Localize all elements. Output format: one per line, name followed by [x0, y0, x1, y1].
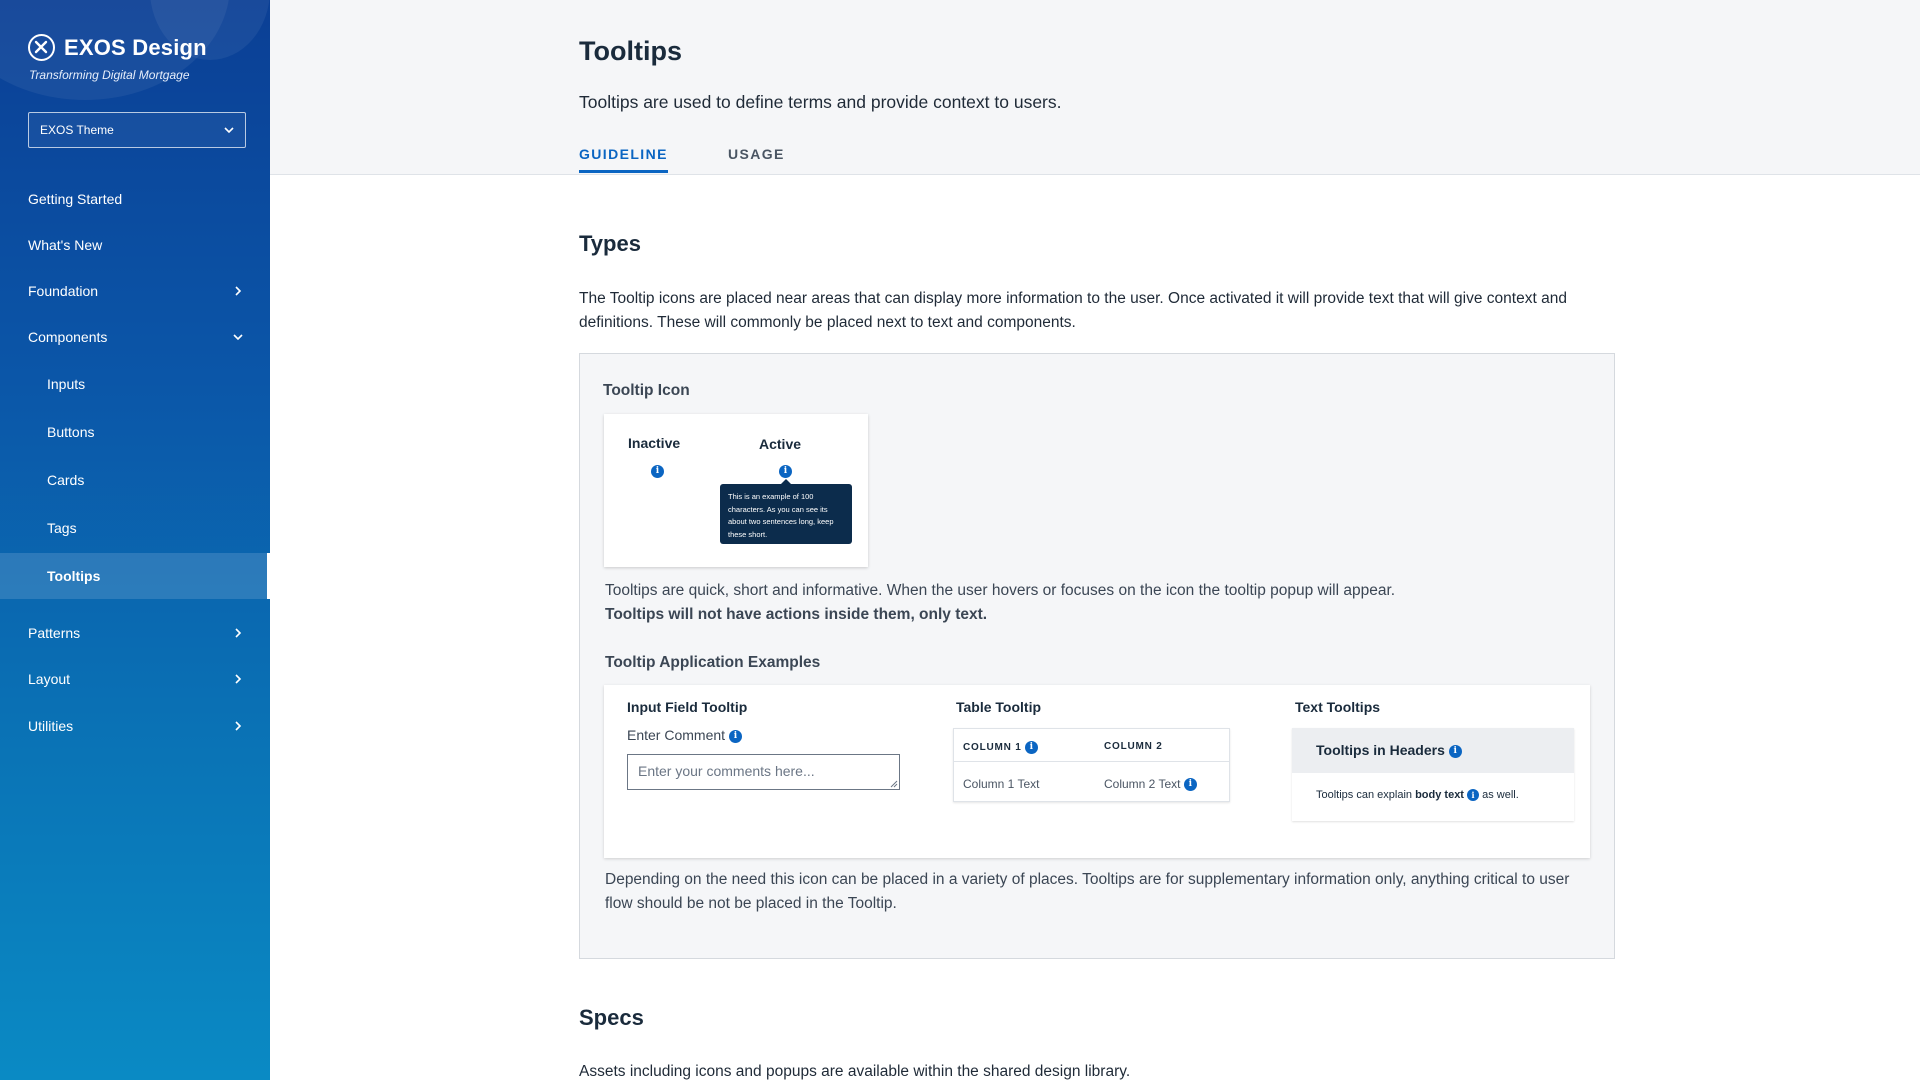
- enter-comment-text: Enter Comment: [627, 727, 726, 743]
- page-header: [270, 0, 1920, 175]
- info-icon[interactable]: i: [1184, 778, 1197, 791]
- chevron-right-icon: [232, 720, 244, 732]
- page-title: Tooltips: [579, 36, 682, 66]
- nav-item-label: Tags: [47, 520, 77, 536]
- nav-item-layout[interactable]: [0, 657, 270, 701]
- info-icon[interactable]: i: [651, 465, 664, 478]
- table-cell-column-2: [1104, 777, 1197, 791]
- chevron-right-icon: [232, 285, 244, 297]
- body-text-post: as well.: [1482, 789, 1519, 801]
- body-text-bold: body text: [1415, 789, 1464, 801]
- table-divider: [954, 761, 1229, 762]
- tooltip-description-text: Tooltips are quick, short and informative. When the user hovers or focuses on the icon the tooltip popup will appear.: [605, 582, 1396, 599]
- column-1-label: COLUMN 1: [963, 742, 1022, 754]
- inactive-label: Inactive: [628, 435, 681, 451]
- table-tooltip-title: Table Tooltip: [956, 699, 1042, 715]
- tooltip-popup: This is an example of 100 characters. As you can see its about two sentences long, keep these short.: [720, 484, 852, 544]
- mini-table: [953, 728, 1230, 802]
- comment-placeholder: Enter your comments here...: [638, 763, 815, 779]
- nav-item-label: Inputs: [47, 376, 86, 392]
- nav-item-label: Layout: [28, 671, 71, 687]
- nav-item-label: Cards: [47, 472, 85, 488]
- nav-item-label: Buttons: [47, 424, 95, 440]
- column-2-text: Column 2 Text: [1104, 777, 1181, 791]
- tooltip-icon-label: Tooltip Icon: [603, 382, 690, 399]
- nav-item-cards[interactable]: [0, 458, 270, 502]
- info-icon[interactable]: i: [1467, 789, 1479, 801]
- nav-item-getting-started[interactable]: [0, 177, 270, 221]
- sidebar: [0, 0, 270, 1080]
- theme-select-value: EXOS Theme: [40, 123, 114, 137]
- info-icon[interactable]: i: [1449, 745, 1462, 758]
- chevron-down-icon: [223, 124, 235, 136]
- enter-comment-label: [627, 727, 742, 743]
- brand-name: EXOS Design: [64, 34, 207, 60]
- text-tooltip-header: [1292, 728, 1574, 773]
- exos-logo-icon: [28, 34, 55, 61]
- brand-logo-link[interactable]: [28, 34, 207, 61]
- nav-item-foundation[interactable]: [0, 269, 270, 313]
- nav-item-label: Getting Started: [28, 191, 123, 207]
- tooltip-demo-box: [579, 353, 1615, 959]
- nav-item-label: What's New: [28, 237, 103, 253]
- table-cell-column-1: Column 1 Text: [963, 777, 1040, 791]
- nav-item-utilities[interactable]: [0, 704, 270, 748]
- section-heading-types: Types: [579, 231, 641, 256]
- page-subtitle: Tooltips are used to define terms and provide context to users.: [579, 92, 1062, 112]
- body-text-pre: Tooltips can explain: [1316, 789, 1413, 801]
- section-heading-specs: Specs: [579, 1005, 644, 1030]
- examples-card: [604, 685, 1590, 858]
- info-icon[interactable]: i: [1025, 741, 1038, 754]
- nav-item-label: Utilities: [28, 718, 74, 734]
- chevron-right-icon: [232, 627, 244, 639]
- active-label: Active: [759, 436, 802, 452]
- types-intro: The Tooltip icons are placed near areas that can display more information to the user. Once activated it will provide text that will give context and definitions. These will commonly be placed next to text and components.: [579, 290, 1567, 331]
- nav-item-patterns[interactable]: [0, 611, 270, 655]
- theme-select[interactable]: [28, 112, 246, 148]
- tooltip-description: [605, 579, 1595, 627]
- nav-item-label: Components: [28, 329, 108, 345]
- input-field-tooltip-title: Input Field Tooltip: [627, 699, 748, 715]
- nav-item-whats-new[interactable]: [0, 223, 270, 267]
- tooltip-icon-card: [604, 414, 868, 567]
- table-header-column-1: [963, 741, 1038, 754]
- chevron-right-icon: [232, 673, 244, 685]
- nav-item-label: Foundation: [28, 283, 99, 299]
- tab-guideline[interactable]: GUIDELINE: [579, 146, 668, 173]
- comment-textarea[interactable]: [627, 754, 900, 790]
- examples-label: Tooltip Application Examples: [605, 654, 821, 671]
- text-tooltips-card: [1292, 728, 1574, 821]
- nav-item-label: Tooltips: [47, 568, 101, 584]
- nav-item-tags[interactable]: [0, 506, 270, 550]
- table-header-column-2: COLUMN 2: [1104, 741, 1163, 752]
- tooltip-placement-note: Depending on the need this icon can be placed in a variety of places. Tooltips are for supplementary information only, anything critical to user flow should be not be placed in the Tooltip.: [605, 871, 1570, 912]
- chevron-down-icon: [232, 331, 244, 343]
- text-tooltips-title: Text Tooltips: [1295, 699, 1381, 715]
- info-icon[interactable]: i: [779, 465, 792, 478]
- nav-item-buttons[interactable]: [0, 410, 270, 454]
- nav-item-label: Patterns: [28, 625, 81, 641]
- tooltip-description-bold: Tooltips will not have actions inside them, only text.: [605, 606, 988, 623]
- nav-item-inputs[interactable]: [0, 362, 270, 406]
- text-tooltip-header-text: Tooltips in Headers: [1316, 742, 1445, 758]
- specs-text: Assets including icons and popups are available within the shared design library.: [579, 1063, 1131, 1080]
- resize-grip-icon[interactable]: [889, 779, 898, 788]
- tab-usage[interactable]: USAGE: [728, 146, 785, 162]
- info-icon[interactable]: i: [729, 730, 742, 743]
- nav-item-components[interactable]: [0, 315, 270, 359]
- nav-item-tooltips[interactable]: [0, 553, 270, 599]
- brand-tagline: Transforming Digital Mortgage: [29, 68, 190, 82]
- text-tooltip-body: [1316, 789, 1519, 801]
